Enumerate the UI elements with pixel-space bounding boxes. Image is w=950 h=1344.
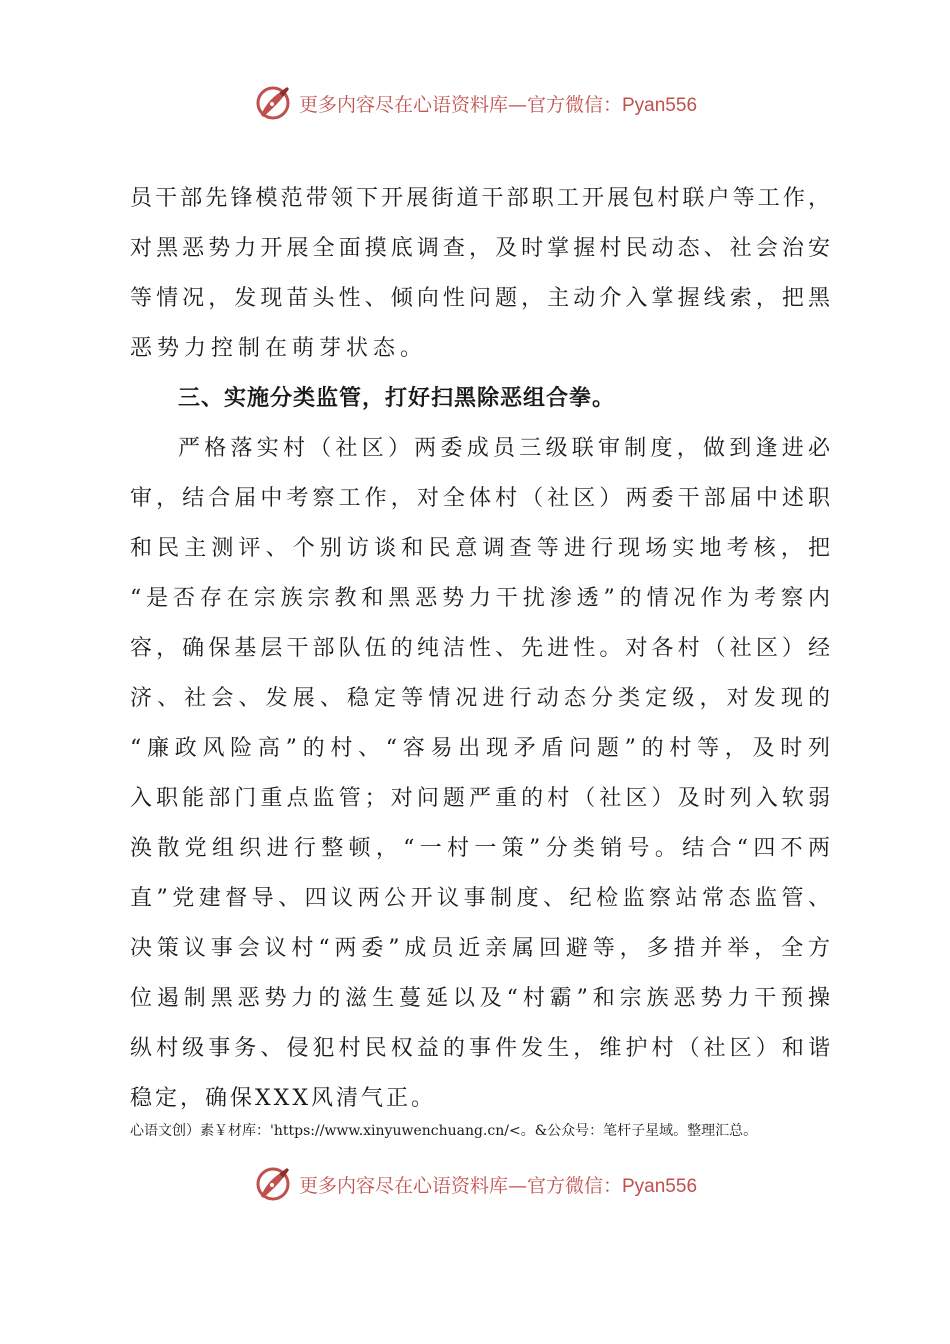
body-line: “是否存在宗族宗教和黑恶势力干扰渗透”的情况作为考察内: [130, 586, 830, 611]
body-line: 严格落实村（社区）两委成员三级联审制度，做到逢进必: [178, 436, 830, 461]
body-line: 和民主测评、个别访谈和民意调查等进行现场实地考核，把: [130, 536, 830, 561]
pen-logo-icon: [253, 83, 293, 123]
body-line: 审，结合届中考察工作，对全体村（社区）两委干部届中述职: [130, 486, 830, 511]
body-line: 恶势力控制在萌芽状态。: [130, 336, 428, 361]
banner-wechat-label: 官方微信：: [526, 94, 622, 116]
body-line: 涣散党组织进行整顿，“一村一策”分类销号。结合“四不两: [130, 836, 830, 861]
pen-logo-icon: [253, 1164, 293, 1204]
body-line: 纵村级事务、侵犯村民权益的事件发生，维护村（社区）和谐: [130, 1036, 830, 1061]
body-line: 稳定，确保XXX风清气正。: [130, 1086, 436, 1111]
body-line: 入职能部门重点监管；对问题严重的村（社区）及时列入软弱: [130, 786, 830, 811]
body-line: 位遏制黑恶势力的滋生蔓延以及“村霸”和宗族恶势力干预操: [130, 986, 830, 1011]
body-line: 容，确保基层干部队伍的纯洁性、先进性。对各村（社区）经: [130, 636, 830, 661]
banner-wechat-label: 官方微信：: [526, 1175, 622, 1197]
banner-dash: —: [507, 93, 527, 116]
body-line: 决策议事会议村“两委”成员近亲属回避等，多措并举，全方: [130, 936, 830, 961]
banner-dash: —: [507, 1174, 527, 1197]
body-line: 员干部先锋模范带领下开展街道干部职工开展包村联户等工作，: [130, 186, 830, 211]
banner-title: 更多内容尽在心语资料库: [298, 93, 508, 116]
body-line: 等情况，发现苗头性、倾向性问题，主动介入掌握线索，把黑: [130, 286, 830, 311]
header-banner: [0, 78, 950, 128]
footer-banner: [0, 1159, 950, 1209]
body-line: 对黑恶势力开展全面摸底调查，及时掌握村民动态、社会治安: [130, 236, 830, 261]
source-footnote: 心语文创）素￥材库：'https://www.xinyuwenchuang.cn/<。&公众号：笔杆子星域。整理汇总。: [130, 1123, 758, 1139]
banner-wechat-id: Pyan556: [622, 94, 698, 116]
banner-text: [299, 90, 697, 117]
banner-text: [299, 1171, 697, 1198]
body-line: “廉政风险高”的村、“容易出现矛盾问题”的村等，及时列: [130, 736, 830, 761]
section-heading: 三、实施分类监管，打好扫黑除恶组合拳。: [178, 386, 616, 411]
body-line: 济、社会、发展、稳定等情况进行动态分类定级，对发现的: [130, 686, 830, 711]
banner-title: 更多内容尽在心语资料库: [298, 1174, 508, 1197]
banner-wechat-id: Pyan556: [622, 1175, 698, 1197]
body-line: 直”党建督导、四议两公开议事制度、纪检监察站常态监管、: [130, 886, 830, 911]
